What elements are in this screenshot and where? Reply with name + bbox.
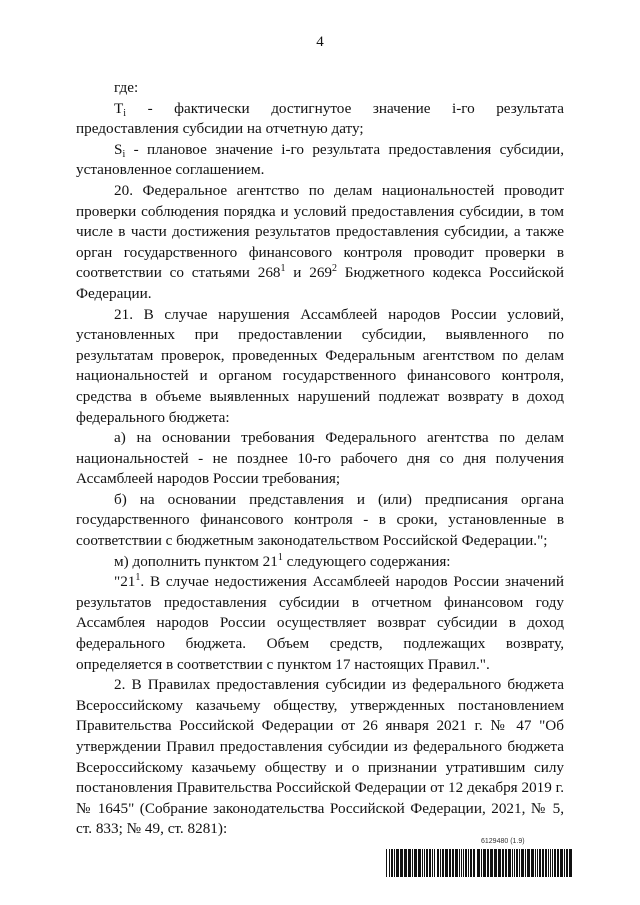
p20-sup-1: 1 bbox=[280, 263, 286, 275]
ti-text: - фактически достигнутое значение i-го результата предоставления субсидии на отчетную дату; bbox=[76, 99, 564, 138]
barcode-block bbox=[386, 838, 574, 878]
paragraph-21-1 bbox=[76, 572, 564, 675]
si-text: - плановое значение i-го результата предоставления субсидии, установленное соглашением. bbox=[76, 140, 564, 179]
p20-sup-2: 2 bbox=[332, 263, 338, 275]
paragraph-21-b: б) на основании представления и (или) предписания органа государственного финансового контроля - в сроки, установленные в соответствии с бюджетным законодательством Российской Федерации."; bbox=[76, 490, 564, 550]
ti-subscript: i bbox=[123, 107, 127, 119]
paragraph-m bbox=[76, 552, 564, 573]
p211-text-b: . В случае недостижения Ассамблеей народов России значений результатов предоставления субсидии в отчетном финансовом году Ассамблея народов России осуществляет возврат субсидии в доход федерального бюджета. Объем средств, подлежащих возврату, определяется в соответствии с пунктом 17 настоящих Правил.". bbox=[76, 573, 564, 673]
ti-symbol: T bbox=[114, 99, 124, 117]
p20-text-c: Бюджетного кодекса Российской Федерации. bbox=[76, 264, 564, 302]
paragraph-21: 21. В случае нарушения Ассамблеей народов России условий, установленных при предоставлении субсидии, выявленного по результатам проверок, проведенных Федеральным агентством по делам национальностей и органом государственного финансового контроля, средства в объеме выявленных нарушений подлежат возврату в доход федерального бюджета: bbox=[76, 305, 564, 426]
p20-text-b: и 269 bbox=[285, 264, 333, 282]
paragraph-si-definition bbox=[76, 140, 564, 181]
p20-text-a: 20. Федеральное агентство по делам национальностей проводит проверки соблюдения порядка и условий предоставления субсидии, в том числе в части достижения результатов предоставления субсидии, а также орган государственного финансового контроля проводит проверки в соответствии со статьями 268 bbox=[76, 181, 564, 282]
page-number: 4 bbox=[316, 34, 324, 50]
barcode-icon bbox=[386, 849, 574, 877]
paragraph-21-a: а) на основании требования Федерального агентства по делам национальностей - не позднее 10-го рабочего дня со дня получения Ассамблеей народов России требования; bbox=[76, 429, 564, 488]
p211-sup: 1 bbox=[135, 572, 141, 584]
paragraph-2: 2. В Правилах предоставления субсидии из федерального бюджета Всероссийскому казачьему обществу, утвержденных постановлением Правительства Российской Федерации от 26 января 2021 г. № 47 "Об утверждении Правил предоставления субсидии из федерального бюджета Всероссийскому казачьему обществу и о признании утратившим силу постановления Правительства Российской Федерации от 12 декабря 2019 г. № 1645" (Собрание законодательства Российской Федерации, 2021, № 5, ст. 833; № 49, ст. 8281): bbox=[76, 676, 564, 838]
barcode-label: 6129480 (1.9) bbox=[481, 838, 525, 845]
si-symbol: S bbox=[114, 140, 123, 158]
p211-text-a: "21 bbox=[114, 573, 136, 591]
paragraph-where: где: bbox=[114, 79, 139, 96]
pm-text-a: м) дополнить пунктом 21 bbox=[114, 552, 278, 570]
pm-sup: 1 bbox=[277, 551, 283, 563]
document-body bbox=[76, 78, 564, 840]
paragraph-20 bbox=[76, 181, 564, 305]
paragraph-ti-definition bbox=[76, 99, 564, 140]
si-subscript: i bbox=[122, 148, 126, 160]
pm-text-b: следующего содержания: bbox=[282, 552, 451, 570]
